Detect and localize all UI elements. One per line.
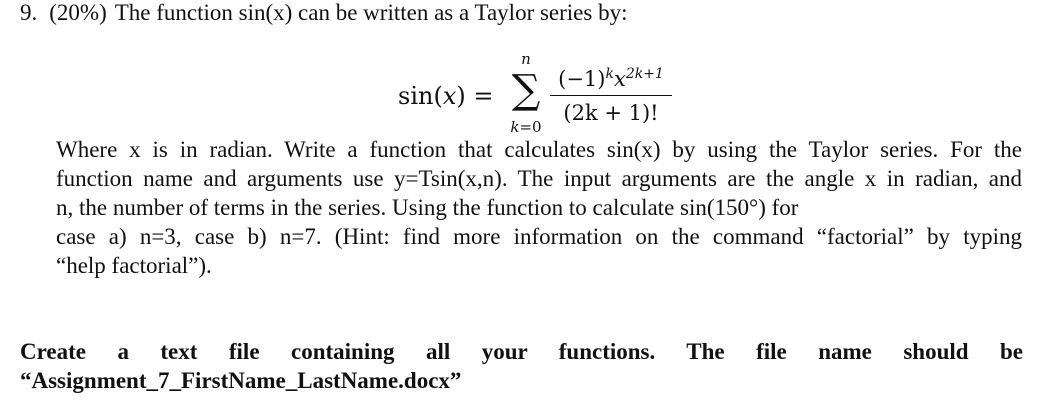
body-line-4: case a) n=3, case b) n=7. (Hint: find more information on the command “factorial” by typing xyxy=(56,224,1022,249)
lhs-variable: x xyxy=(442,82,457,110)
formula-lhs xyxy=(398,82,493,110)
lhs-function: sin( xyxy=(398,82,443,110)
taylor-series-formula xyxy=(398,46,718,142)
question-body xyxy=(56,135,1022,280)
body-line-5: “help factorial”). xyxy=(56,253,212,278)
question-intro: The function sin(x) can be written as a Taylor series by: xyxy=(114,0,628,25)
lhs-equals: ) = xyxy=(456,82,494,110)
submission-instruction xyxy=(20,337,1023,395)
fraction xyxy=(550,60,672,127)
instruction-line-1: Create a text file containing all your functions. The file name should be xyxy=(20,339,1023,364)
sum-upper-limit: n xyxy=(521,50,531,68)
sum-start: =0 xyxy=(519,118,542,136)
fraction-numerator xyxy=(550,60,672,93)
body-line-2: function name and arguments use y=Tsin(x,n). The input arguments are the angle x in radian, and xyxy=(56,166,1022,191)
question-heading xyxy=(20,0,627,26)
summation xyxy=(506,46,546,142)
sum-lower-limit xyxy=(506,118,546,136)
fraction-bar xyxy=(550,95,672,96)
numerator-exponent-k: k xyxy=(605,66,614,82)
fraction-denominator: (2k + 1)! xyxy=(563,101,659,125)
sigma-symbol: ∑ xyxy=(511,67,541,113)
numerator-base: (−1) xyxy=(558,67,606,91)
numerator-variable: x xyxy=(613,67,626,91)
sum-index: k xyxy=(510,118,520,136)
body-line-3: n, the number of terms in the series. Using the function to calculate sin(150°) for xyxy=(56,195,799,220)
numerator-exponent-2k1: 2k+1 xyxy=(625,66,664,82)
question-weight: (20%) xyxy=(49,0,107,25)
body-line-1: Where x is in radian. Write a function that calculates sin(x) by using the Taylor series. For the xyxy=(56,137,1022,162)
question-number: 9. xyxy=(20,0,38,25)
instruction-filename: “Assignment_7_FirstName_LastName.docx” xyxy=(20,368,462,393)
